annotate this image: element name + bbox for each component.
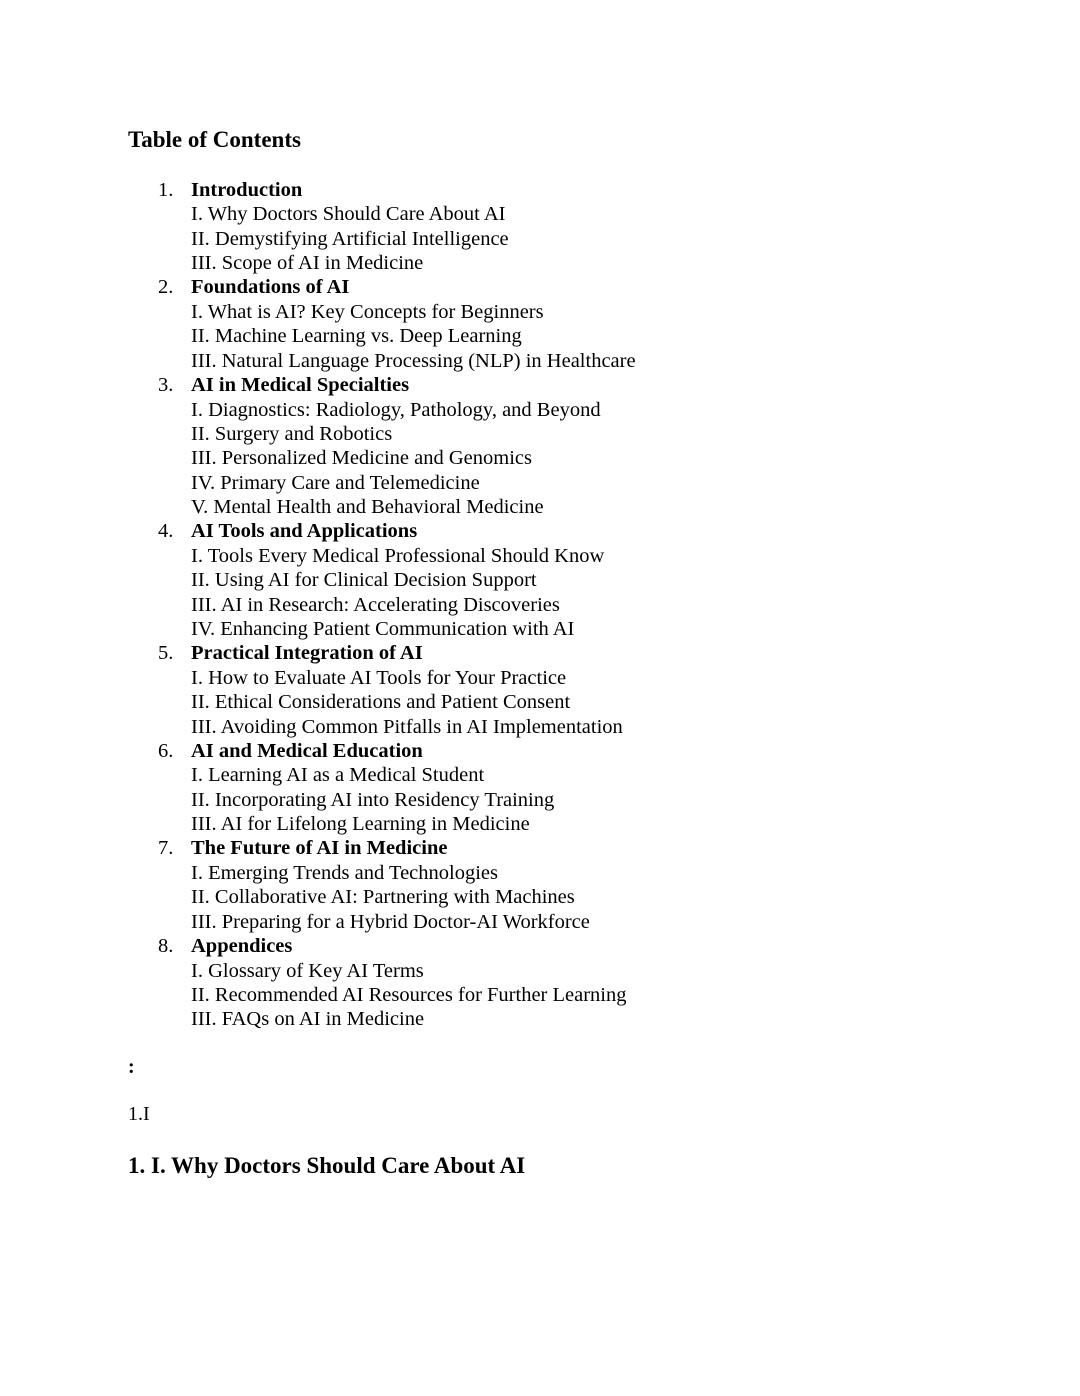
section-item: III. Natural Language Processing (NLP) in Healthcare [191, 349, 636, 372]
section-item: I. Learning AI as a Medical Student [191, 764, 485, 787]
section-item: I. Why Doctors Should Care About AI [191, 203, 506, 226]
toc-chapter [158, 276, 636, 374]
toc-chapter [158, 641, 636, 739]
section-item: III. Preparing for a Hybrid Doctor-AI Workforce [191, 910, 590, 933]
chapter-title: AI Tools and Applications [191, 520, 418, 543]
section-item: IV. Enhancing Patient Communication with AI [191, 618, 575, 641]
chapter-title: Practical Integration of AI [191, 642, 423, 665]
colon-text: : [128, 1056, 135, 1078]
chapter-title: AI and Medical Education [191, 739, 423, 762]
chapter-number: 6. [158, 739, 174, 762]
toc-title: Table of Contents [128, 127, 301, 152]
section-item: I. Glossary of Key AI Terms [191, 959, 424, 982]
chapter-title: The Future of AI in Medicine [191, 837, 448, 860]
chapter-number: 1. [158, 178, 174, 201]
section-list [158, 300, 636, 373]
section-item: III. Avoiding Common Pitfalls in AI Implementation [191, 715, 623, 738]
chapter-title: Appendices [191, 934, 293, 957]
section-item: II. Recommended AI Resources for Further Learning [191, 983, 627, 1006]
section-item: III. FAQs on AI in Medicine [191, 1008, 425, 1031]
section-heading: 1. I. Why Doctors Should Care About AI [128, 1153, 526, 1178]
section-list [158, 959, 636, 1032]
section-item: II. Ethical Considerations and Patient Consent [191, 691, 571, 714]
section-list [158, 666, 636, 739]
section-item: I. Diagnostics: Radiology, Pathology, and Beyond [191, 398, 601, 421]
table-of-contents-list [158, 178, 636, 1032]
chapter-number: 7. [158, 837, 174, 860]
section-item: III. Personalized Medicine and Genomics [191, 447, 532, 470]
chapter-line [158, 373, 636, 397]
chapter-number: 3. [158, 373, 174, 396]
toc-chapter [158, 373, 636, 519]
toc-chapter [158, 837, 636, 935]
chapter-line [158, 641, 636, 665]
section-item: III. Scope of AI in Medicine [191, 252, 424, 275]
chapter-line [158, 519, 636, 543]
chapter-line [158, 837, 636, 861]
section-item: I. How to Evaluate AI Tools for Your Practice [191, 666, 567, 689]
section-item: II. Surgery and Robotics [191, 422, 393, 445]
section-item: I. Tools Every Medical Professional Should Know [191, 544, 605, 567]
chapter-line [158, 739, 636, 763]
section-list [158, 861, 636, 934]
chapter-line [158, 934, 636, 958]
chapter-number: 2. [158, 276, 174, 299]
section-list [158, 544, 636, 642]
chapter-title: AI in Medical Specialties [191, 373, 410, 396]
section-item: IV. Primary Care and Telemedicine [191, 471, 480, 494]
chapter-line [158, 178, 636, 202]
section-list [158, 398, 636, 520]
section-item: I. What is AI? Key Concepts for Beginners [191, 300, 544, 323]
section-item: III. AI for Lifelong Learning in Medicine [191, 813, 530, 836]
chapter-number: 4. [158, 520, 174, 543]
section-item: II. Demystifying Artificial Intelligence [191, 227, 509, 250]
section-item: III. AI in Research: Accelerating Discoveries [191, 593, 560, 616]
toc-chapter [158, 519, 636, 641]
section-item: II. Collaborative AI: Partnering with Machines [191, 886, 575, 909]
chapter-number: 5. [158, 642, 174, 665]
section-item: II. Machine Learning vs. Deep Learning [191, 325, 522, 348]
chapter-title: Introduction [191, 178, 303, 201]
section-item: V. Mental Health and Behavioral Medicine [191, 496, 544, 519]
section-item: II. Incorporating AI into Residency Training [191, 788, 555, 811]
section-list [158, 202, 636, 275]
chapter-line [158, 276, 636, 300]
toc-chapter [158, 739, 636, 837]
chapter-title: Foundations of AI [191, 276, 350, 299]
section-item: II. Using AI for Clinical Decision Support [191, 569, 537, 592]
chapter-number: 8. [158, 934, 174, 957]
toc-chapter [158, 934, 636, 1032]
toc-chapter [158, 178, 636, 276]
section-list [158, 763, 636, 836]
section-item: I. Emerging Trends and Technologies [191, 861, 498, 884]
section-reference: 1.I [128, 1103, 150, 1125]
